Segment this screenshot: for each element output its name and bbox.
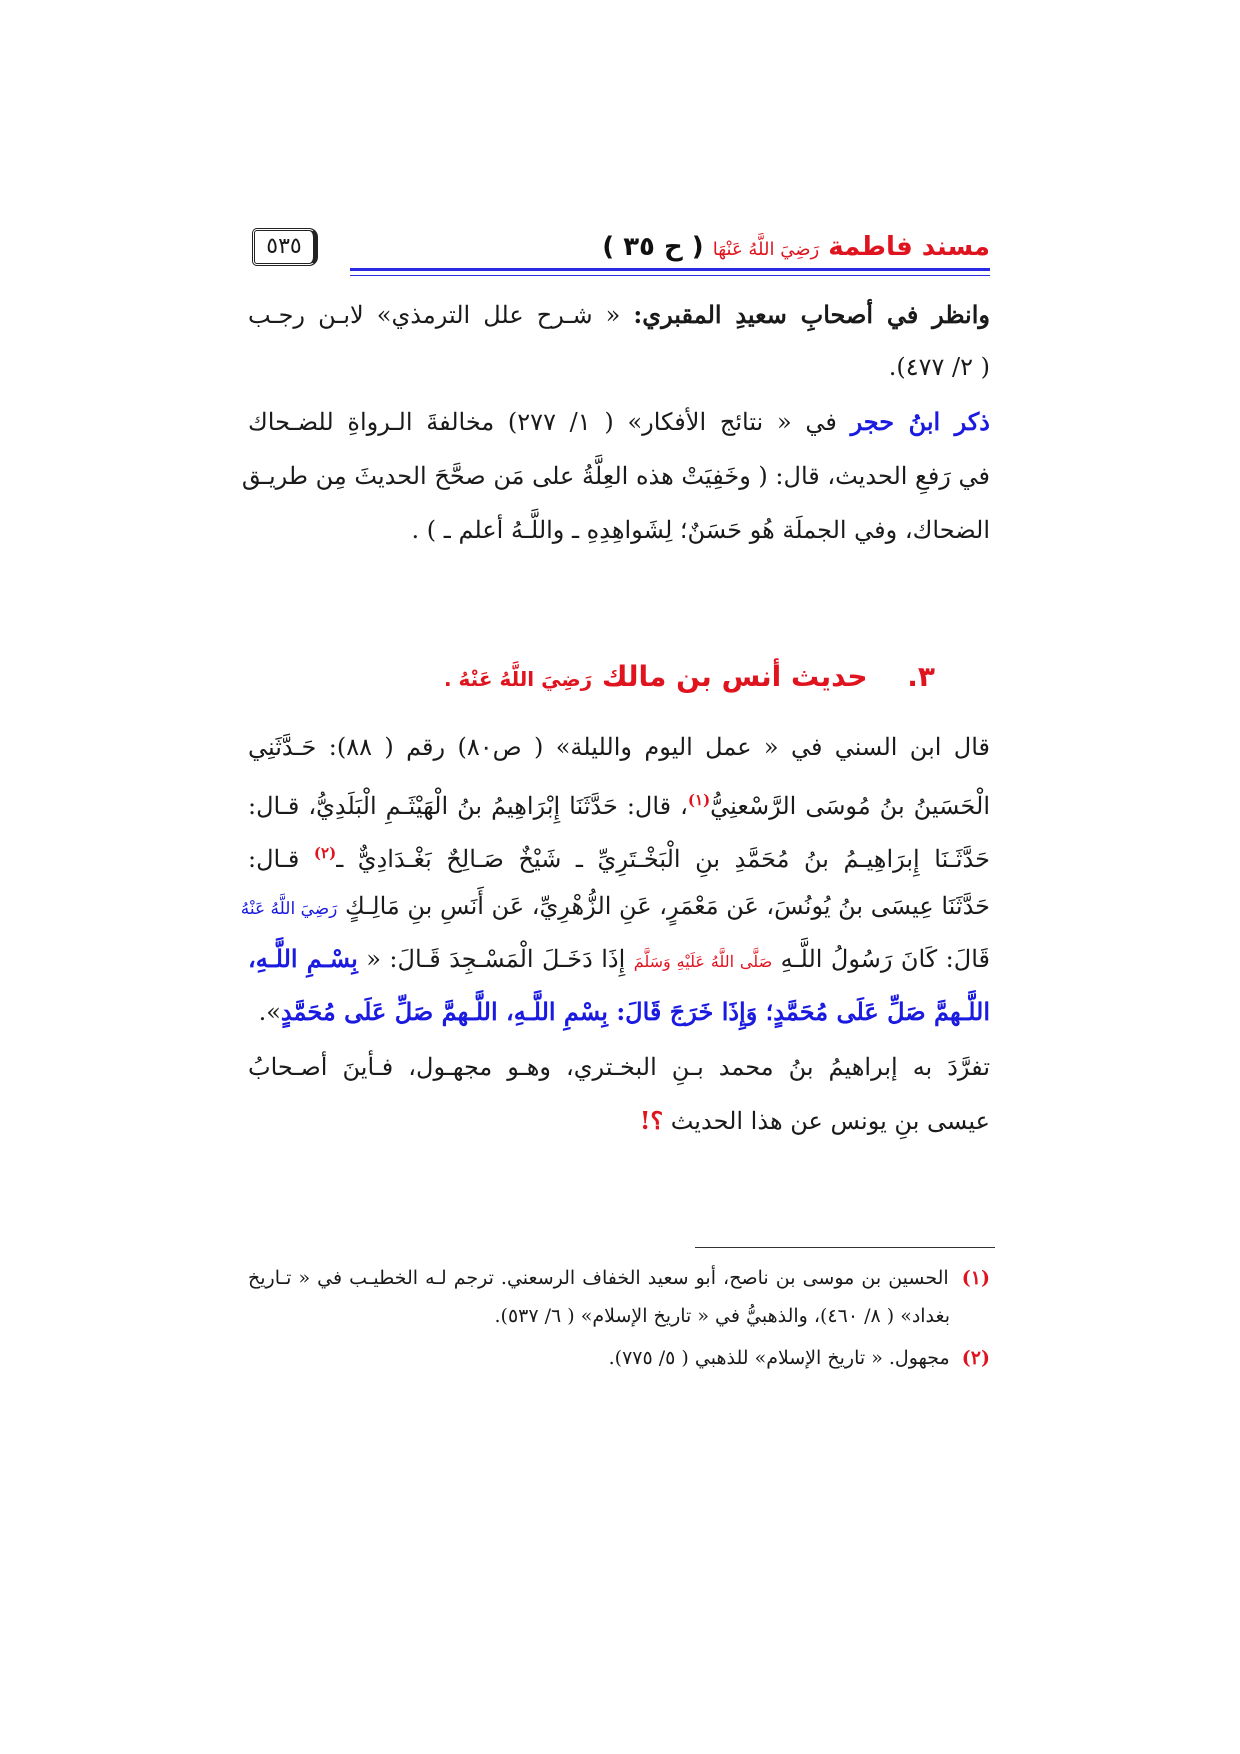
hadith-line-4	[240, 889, 990, 926]
comment-line-1: تفرَّدَ به إبراهيمُ بنُ محمد بـنِ البخـتري، وهـو مجهـول، فـأينَ أصـحابُ	[248, 1053, 990, 1081]
text-span: عيسى بنِ يونس عن هذا الحديث	[670, 1107, 990, 1135]
footnote-separator	[695, 1247, 995, 1248]
text-span: في « نتائج الأفكار» ( ١/ ٢٧٧) مخالفةَ الـرواةِ للضـحاك	[248, 408, 837, 436]
hadith-line-3	[248, 836, 990, 876]
hadith-line-6	[259, 995, 990, 1029]
author-name: ذكر ابنُ حجر	[850, 407, 990, 436]
header-hadith-ref: ( ح ٣٥ )	[602, 232, 704, 262]
text-span: قَالَ: كَانَ رَسُولُ اللَّـهِ	[780, 945, 990, 973]
hadith-line-1: قال ابن السني في « عمل اليوم والليلة» ( ص٨٠) رقم ( ٨٨): حَـدَّثَنِي	[248, 733, 991, 761]
footnote-1-line-2: بغداد» ( ٨/ ٤٦٠)، والذهبيُّ في « تاريخ الإسلام» ( ٦/ ٥٣٧).	[494, 1305, 950, 1327]
text-span: قـال:	[248, 845, 300, 873]
text-span: حَدَّثَنَا عِيسَى بنُ يُونُسَ، عَن مَعْمَرٍ، عَنِ الزُّهْرِيِّ، عَن أَنَسِ بنِ مَالِـكٍ	[345, 892, 990, 920]
dua-text: اللَّـهمَّ صَلِّ عَلَى مُحَمَّدٍ؛ وَإِذَا خَرَجَ قَالَ: بِسْمِ اللَّـهِ، اللَّـهمَّ صَلِّ عَلَى مُحَمَّدٍ	[280, 997, 990, 1026]
paragraph-1-line-2: ( ٢/ ٤٧٧).	[888, 353, 990, 381]
text-span: ، قال: حَدَّثَنَا إِبْرَاهِيمُ بنُ الْهَيْثَـمِ الْبَلَدِيُّ، قـال:	[248, 792, 688, 820]
paragraph-1-line-1	[248, 298, 990, 332]
hadith-line-5	[248, 942, 990, 979]
text-span: الْحَسَينُ بنُ مُوسَى الرَّسْعنِيُّ	[710, 792, 990, 820]
comment-line-2	[640, 1104, 990, 1138]
header-rule	[350, 268, 990, 271]
paragraph-2-line-3: الضحاك، وفي الجملَة هُو حَسَنٌ؛ لِشَواهِدِهِ ـ واللَّـهُ أعلم ـ ) .	[411, 516, 990, 544]
section-number: ٣.	[907, 660, 935, 693]
footnote-number: (١)	[961, 1267, 990, 1289]
running-header	[602, 232, 990, 262]
text-span: مجهول. « تاريخ الإسلام» للذهبي ( ٥/ ٧٧٥).	[608, 1347, 950, 1369]
section-title: حديث أنس بن مالك	[601, 660, 868, 693]
section-honorific: رَضِيَ اللَّهُ عَنْهُ .	[443, 667, 593, 691]
paragraph-2-line-2: في رَفعِ الحديث، قال: ( وخَفِيَتْ هذه العِلَّةُ على مَن صحَّحَ الحديثَ مِن طريـق	[241, 462, 990, 490]
footnote-2	[609, 1344, 990, 1372]
exclamation-mark: ؟!	[639, 1106, 664, 1135]
salawat: صَلَّى اللَّهُ عَلَيْهِ وَسَلَّمَ	[633, 952, 773, 971]
section-heading	[444, 660, 935, 693]
text-span: ».	[258, 998, 281, 1026]
hadith-line-2	[248, 783, 990, 823]
text-span: « شـرح علل الترمذي» لابـن رجـب	[248, 301, 621, 329]
footnote-ref-1[interactable]: (١)	[687, 791, 711, 809]
bold-phrase: وانظر في أصحابِ سعيدِ المقبري:	[633, 300, 990, 329]
header-rule-thin	[350, 275, 990, 276]
text-span: الحسين بن موسى بن ناصح، أبو سعيد الخفاف الرسعني. ترجم لـه الخطيـب في « تـاريخ	[248, 1267, 949, 1289]
text-span: حَدَّثَـنَا إِبرَاهِيـمُ بنُ مُحَمَّدِ بنِ الْبَخْـتَرِيِّ ـ شَيْخٌ صَـالِحٌ بَغْـدَادِيٌّ ـ	[336, 845, 990, 873]
footnote-ref-2[interactable]: (٢)	[313, 844, 337, 862]
header-honorific: رَضِيَ اللَّهُ عَنْهَا	[712, 239, 820, 260]
honorific: رَضِيَ اللَّهُ عَنْهُ	[240, 899, 338, 919]
page-number: ٥٣٥	[252, 228, 318, 266]
footnote-1-line-1	[248, 1264, 990, 1292]
paragraph-2-line-1	[248, 405, 990, 439]
text-span: إِذَا دَخَـلَ الْمَسْـجِدَ قَـالَ: «	[366, 945, 626, 973]
dua-text: بِسْـمِ اللَّـهِ،	[248, 944, 358, 973]
footnote-number: (٢)	[961, 1347, 990, 1369]
header-title-main: مسند فاطمة	[828, 232, 990, 262]
